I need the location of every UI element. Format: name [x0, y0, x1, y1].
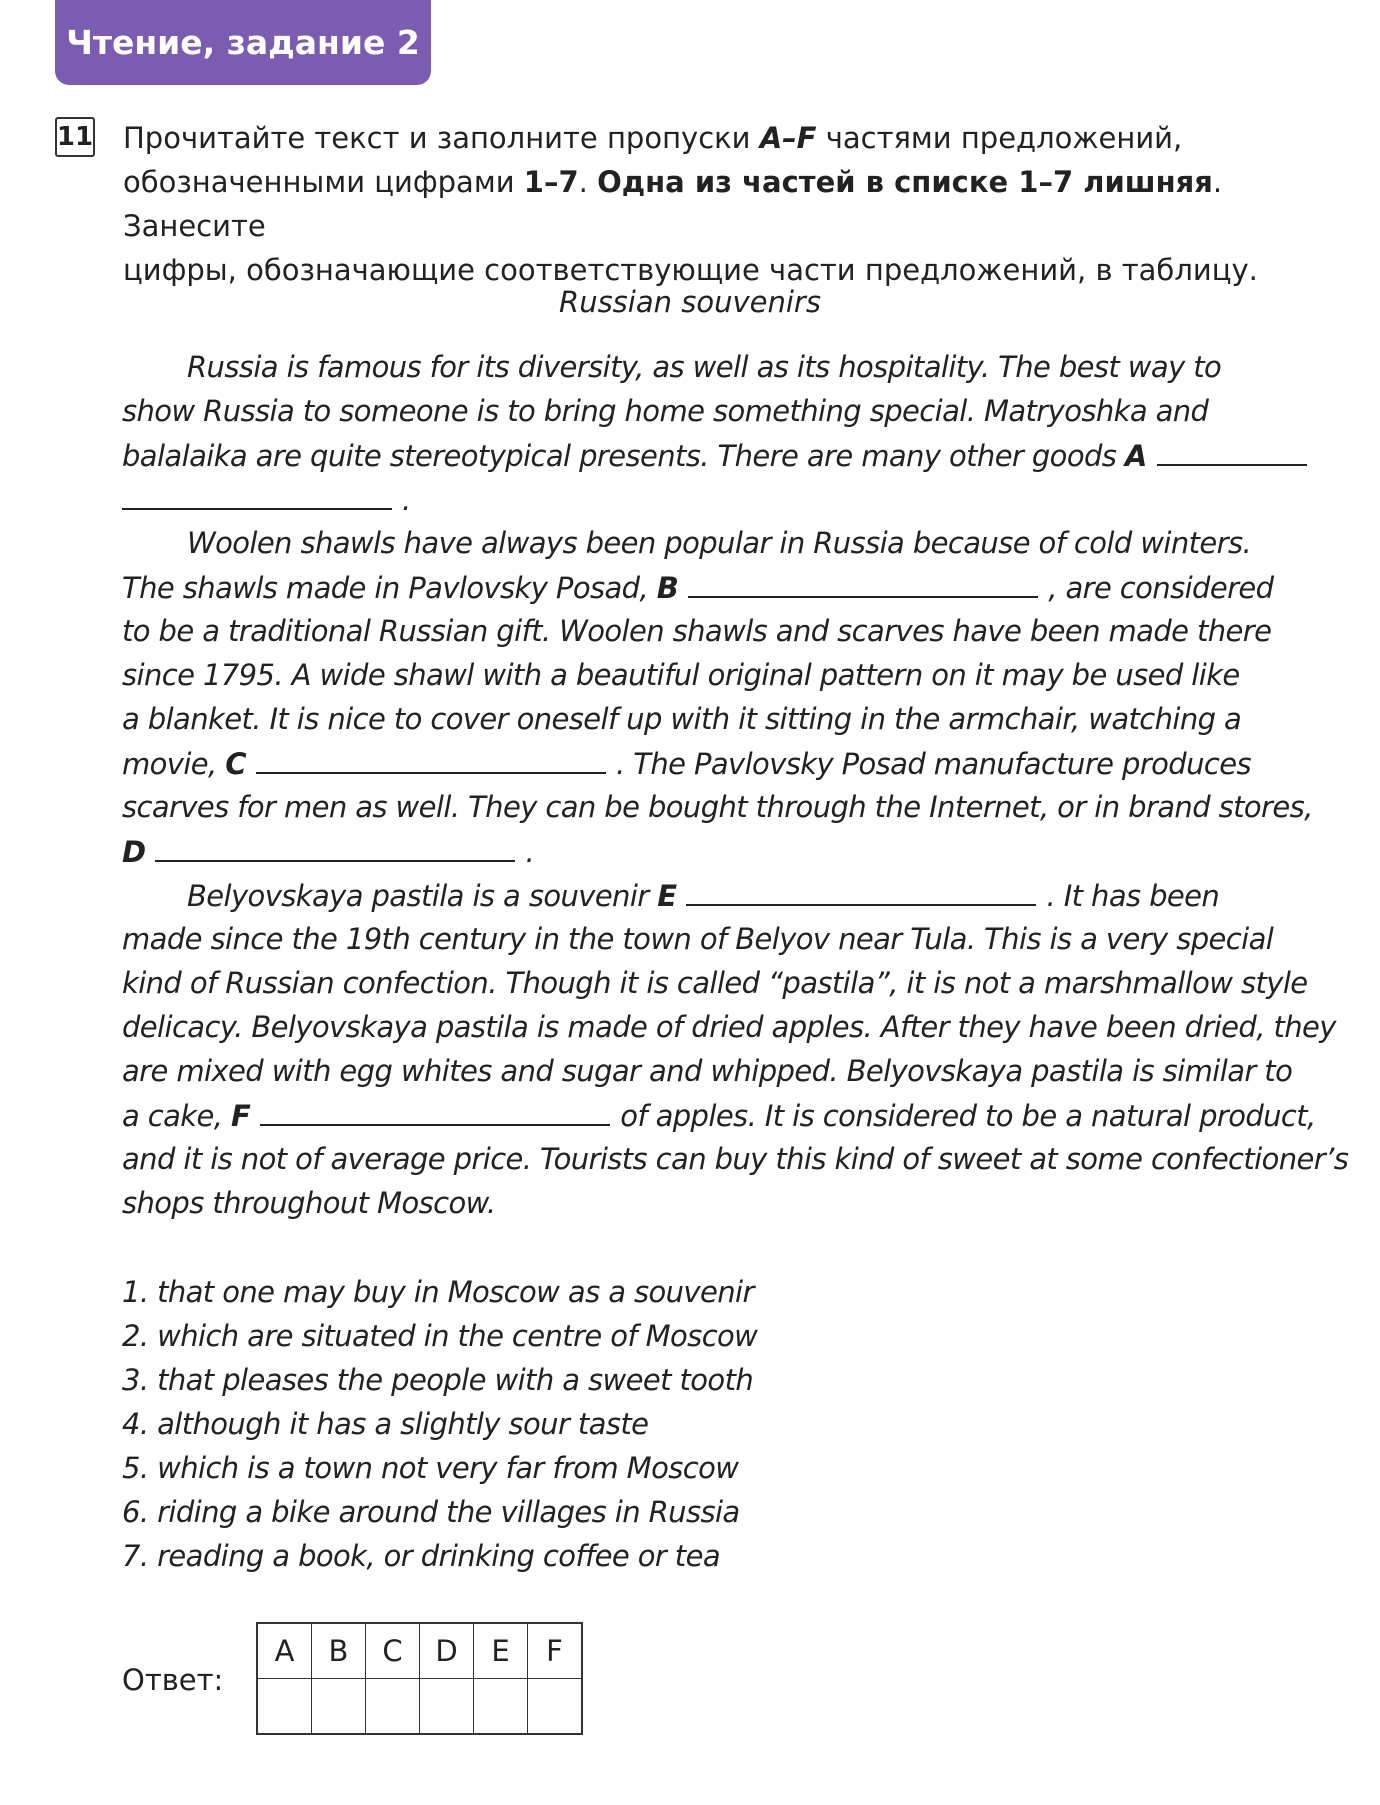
- gap-d-blank[interactable]: [155, 834, 515, 862]
- answer-cell-e[interactable]: [474, 1679, 528, 1735]
- answer-header-d: D: [420, 1623, 474, 1679]
- answer-header-b: B: [312, 1623, 366, 1679]
- gap-f-blank[interactable]: [260, 1098, 610, 1126]
- option-item: 1. that one may buy in Moscow as a souvenir: [122, 1275, 754, 1309]
- option-item: 4. although it has a slightly sour taste: [122, 1407, 649, 1441]
- option-item: 2. which are situated in the centre of Moscow: [122, 1319, 758, 1353]
- answer-header-f: F: [528, 1623, 583, 1679]
- gap-label-b: B: [656, 571, 679, 605]
- answer-header-c: C: [366, 1623, 420, 1679]
- answer-cell-b[interactable]: [312, 1679, 366, 1735]
- task-instruction: Прочитайте текст и заполните пропуски A–F частями предложений, обозначенными цифрами 1–7. Одна из частей в списке 1–7 лишняя. Занесите цифры, обозначающие соответствующие части предложений, в таблицу.: [123, 121, 1258, 287]
- answer-header-e: E: [474, 1623, 528, 1679]
- answer-table: [256, 1622, 583, 1735]
- answer-cell-c[interactable]: [366, 1679, 420, 1735]
- gap-b-blank[interactable]: [688, 570, 1038, 598]
- gap-label-e: E: [657, 879, 677, 913]
- gap-a-blank[interactable]: [1157, 438, 1307, 466]
- option-item: 5. which is a town not very far from Moscow: [122, 1451, 739, 1485]
- gap-a-blank-continued[interactable]: [122, 482, 392, 510]
- task-number: 11: [55, 117, 95, 157]
- gap-label-f: F: [230, 1099, 251, 1133]
- option-item: 6. riding a bike around the villages in Russia: [122, 1495, 740, 1529]
- text-title: Russian souvenirs: [559, 285, 821, 319]
- gap-label-a: A: [1124, 439, 1147, 473]
- answer-header-a: A: [257, 1623, 312, 1679]
- gap-c-blank[interactable]: [256, 746, 606, 774]
- answer-label: Ответ:: [122, 1663, 224, 1697]
- gap-label-c: C: [225, 747, 246, 781]
- answer-cell-f[interactable]: [528, 1679, 583, 1735]
- options-list: [122, 1270, 757, 1578]
- option-item: 7. reading a book, or drinking coffee or tea: [122, 1539, 720, 1573]
- section-header: Чтение, задание 2: [55, 0, 431, 85]
- gap-label-d: D: [122, 835, 146, 869]
- gap-e-blank[interactable]: [686, 878, 1036, 906]
- answer-cell-a[interactable]: [257, 1679, 312, 1735]
- answer-cell-d[interactable]: [420, 1679, 474, 1735]
- option-item: 3. that pleases the people with a sweet tooth: [122, 1363, 754, 1397]
